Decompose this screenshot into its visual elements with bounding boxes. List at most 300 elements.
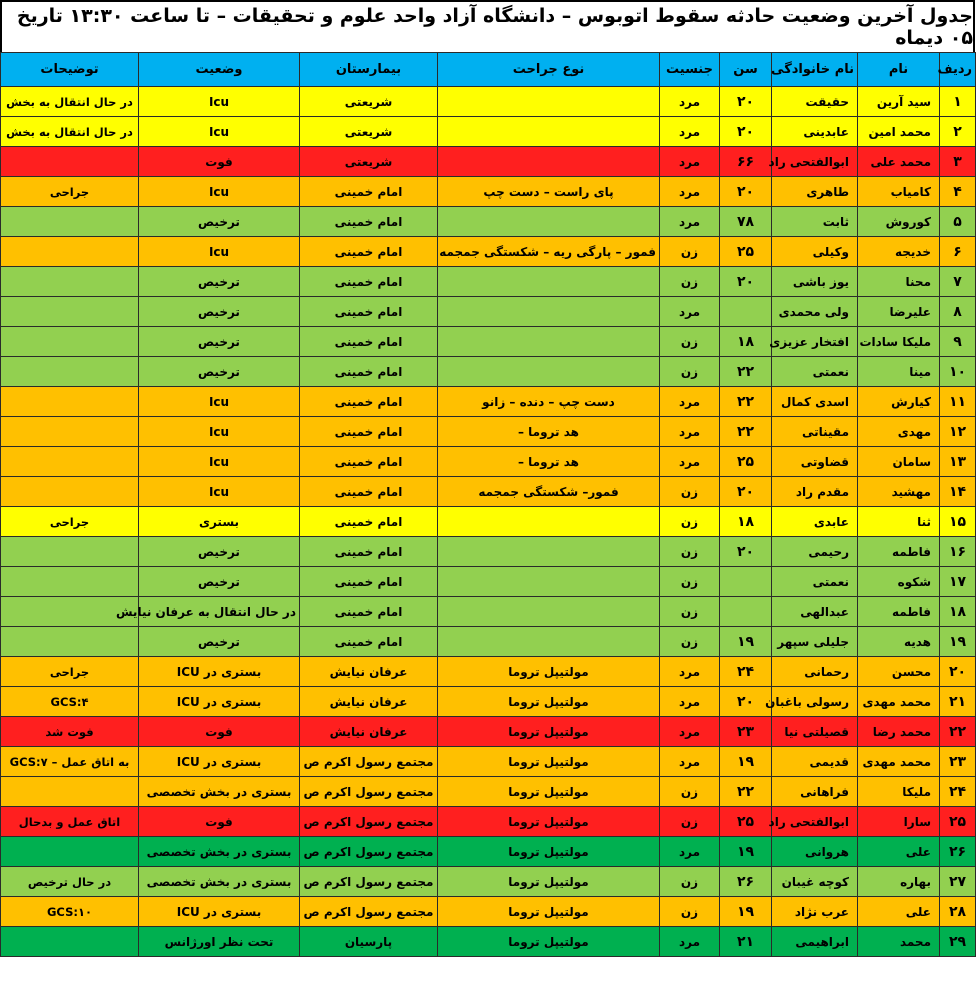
row-number-cell: ۱۷ (940, 567, 976, 597)
header-family: نام خانوادگی (772, 53, 858, 87)
status-cell: بستری در ICU (139, 687, 300, 717)
table-row (1, 117, 976, 147)
table-row (1, 567, 976, 597)
name-cell: هدیه (858, 627, 940, 657)
hospital-cell: عرفان نیایش (300, 687, 438, 717)
name-cell: محمد رضا (858, 717, 940, 747)
table-row (1, 717, 976, 747)
gender-cell: زن (660, 237, 720, 267)
status-cell: ترخیص (139, 537, 300, 567)
name-cell: خدیجه (858, 237, 940, 267)
family-name-cell: ابراهیمی (772, 927, 858, 957)
row-number-cell: ۲۲ (940, 717, 976, 747)
notes-cell: در حال انتقال به بخش (1, 87, 139, 117)
row-number-cell: ۱۳ (940, 447, 976, 477)
gender-cell: مرد (660, 177, 720, 207)
hospital-cell: امام خمینی (300, 417, 438, 447)
age-cell: ۱۸ (720, 507, 772, 537)
row-number-cell: ۲۴ (940, 777, 976, 807)
status-cell: بستری (139, 507, 300, 537)
gender-cell: مرد (660, 417, 720, 447)
row-number-cell: ۵ (940, 207, 976, 237)
name-cell: محمد علی (858, 147, 940, 177)
row-number-cell: ۲۸ (940, 897, 976, 927)
age-cell: ۲۵ (720, 807, 772, 837)
row-number-cell: ۲۷ (940, 867, 976, 897)
table-header-row (1, 53, 976, 87)
family-name-cell: عرب نژاد (772, 897, 858, 927)
notes-cell (1, 927, 139, 957)
family-name-cell: مقیناتی (772, 417, 858, 447)
family-name-cell: قصیلتی نیا (772, 717, 858, 747)
age-cell: ۲۶ (720, 867, 772, 897)
name-cell: محمد مهدی (858, 747, 940, 777)
header-age: سن (720, 53, 772, 87)
gender-cell: مرد (660, 117, 720, 147)
header-hospital: بیمارستان (300, 53, 438, 87)
row-number-cell: ۷ (940, 267, 976, 297)
gender-cell: مرد (660, 657, 720, 687)
status-cell: Icu (139, 477, 300, 507)
name-cell: محنا (858, 267, 940, 297)
gender-cell: زن (660, 537, 720, 567)
name-cell: مهدی (858, 417, 940, 447)
row-number-cell: ۱۶ (940, 537, 976, 567)
age-cell: ۲۲ (720, 777, 772, 807)
notes-cell (1, 357, 139, 387)
status-cell: ترخیص (139, 207, 300, 237)
name-cell: محمد امین (858, 117, 940, 147)
gender-cell: زن (660, 357, 720, 387)
name-cell: محمد مهدی (858, 687, 940, 717)
table-row (1, 417, 976, 447)
notes-cell (1, 627, 139, 657)
status-cell: در حال انتقال به عرفان نیایش (139, 597, 300, 627)
page-title: جدول آخرین وضعیت حادثه سقوط اتوبوس – دانشگاه آزاد واحد علوم و تحقیقات – تا ساعت ۱۳:۳۰ تاریخ ۰۵ دیماه (0, 0, 975, 52)
hospital-cell: امام خمینی (300, 567, 438, 597)
hospital-cell: امام خمینی (300, 297, 438, 327)
gender-cell: مرد (660, 207, 720, 237)
gender-cell: مرد (660, 297, 720, 327)
injury-type-cell: مولتیپل تروما (438, 837, 660, 867)
family-name-cell: قضاوتی (772, 447, 858, 477)
gender-cell: مرد (660, 837, 720, 867)
row-number-cell: ۲۱ (940, 687, 976, 717)
gender-cell: مرد (660, 447, 720, 477)
injury-type-cell (438, 327, 660, 357)
status-cell: فوت (139, 807, 300, 837)
notes-cell (1, 267, 139, 297)
status-cell: Icu (139, 117, 300, 147)
hospital-cell: پارسیان (300, 927, 438, 957)
family-name-cell: اسدی کمال (772, 387, 858, 417)
header-surgery: نوع جراحت (438, 53, 660, 87)
gender-cell: زن (660, 867, 720, 897)
notes-cell (1, 207, 139, 237)
row-number-cell: ۱ (940, 87, 976, 117)
table-row (1, 267, 976, 297)
hospital-cell: مجتمع رسول اکرم ص (300, 807, 438, 837)
status-cell: بستری در بخش تخصصی (139, 837, 300, 867)
notes-cell: به اتاق عمل – GCS:۷ (1, 747, 139, 777)
injury-type-cell: دست چپ – دنده – زانو (438, 387, 660, 417)
gender-cell: زن (660, 477, 720, 507)
age-cell: ۷۸ (720, 207, 772, 237)
row-number-cell: ۹ (940, 327, 976, 357)
row-number-cell: ۲۵ (940, 807, 976, 837)
gender-cell: زن (660, 597, 720, 627)
table-row (1, 357, 976, 387)
notes-cell (1, 837, 139, 867)
header-status: وضعیت (139, 53, 300, 87)
gender-cell: مرد (660, 147, 720, 177)
injury-type-cell: مولتیپل تروما (438, 687, 660, 717)
status-cell: Icu (139, 417, 300, 447)
name-cell: ثنا (858, 507, 940, 537)
row-number-cell: ۲۶ (940, 837, 976, 867)
gender-cell: زن (660, 807, 720, 837)
name-cell: بهاره (858, 867, 940, 897)
status-cell: بستری در ICU (139, 897, 300, 927)
injury-type-cell (438, 267, 660, 297)
notes-cell: فوت شد (1, 717, 139, 747)
gender-cell: زن (660, 327, 720, 357)
name-cell: علیرضا (858, 297, 940, 327)
age-cell (720, 567, 772, 597)
row-number-cell: ۱۵ (940, 507, 976, 537)
age-cell (720, 597, 772, 627)
hospital-cell: مجتمع رسول اکرم ص (300, 747, 438, 777)
name-cell: کیارش (858, 387, 940, 417)
injury-type-cell (438, 87, 660, 117)
age-cell: ۲۵ (720, 237, 772, 267)
age-cell: ۲۲ (720, 417, 772, 447)
notes-cell (1, 327, 139, 357)
family-name-cell: هروانی (772, 837, 858, 867)
table-row (1, 87, 976, 117)
hospital-cell: شریعتی (300, 87, 438, 117)
notes-cell (1, 417, 139, 447)
row-number-cell: ۱۱ (940, 387, 976, 417)
name-cell: محمد (858, 927, 940, 957)
family-name-cell: عابدی (772, 507, 858, 537)
injury-type-cell: فمور– شکستگی جمجمه (438, 477, 660, 507)
family-name-cell: حقیقت (772, 87, 858, 117)
family-name-cell: نعمتی (772, 357, 858, 387)
notes-cell (1, 387, 139, 417)
notes-cell: در حال انتقال به بخش (1, 117, 139, 147)
notes-cell (1, 777, 139, 807)
notes-cell (1, 237, 139, 267)
header-name: نام (858, 53, 940, 87)
table-row (1, 657, 976, 687)
family-name-cell: نعمتی (772, 567, 858, 597)
name-cell: فاطمه (858, 597, 940, 627)
injury-type-cell: مولتیپل تروما (438, 807, 660, 837)
status-cell: بستری در بخش تخصصی (139, 777, 300, 807)
table-row (1, 507, 976, 537)
hospital-cell: مجتمع رسول اکرم ص (300, 777, 438, 807)
table-row (1, 177, 976, 207)
hospital-cell: مجتمع رسول اکرم ص (300, 837, 438, 867)
injury-type-cell (438, 357, 660, 387)
row-number-cell: ۲۹ (940, 927, 976, 957)
notes-cell: اتاق عمل و بدحال (1, 807, 139, 837)
hospital-cell: عرفان نیایش (300, 657, 438, 687)
family-name-cell: ثابت (772, 207, 858, 237)
injury-type-cell: پای راست – دست چپ (438, 177, 660, 207)
row-number-cell: ۸ (940, 297, 976, 327)
family-name-cell: رسولی باغبان (772, 687, 858, 717)
age-cell: ۲۰ (720, 267, 772, 297)
hospital-cell: امام خمینی (300, 507, 438, 537)
age-cell: ۲۱ (720, 927, 772, 957)
name-cell: ملیکا سادات (858, 327, 940, 357)
age-cell: ۲۲ (720, 357, 772, 387)
name-cell: کوروش (858, 207, 940, 237)
hospital-cell: امام خمینی (300, 177, 438, 207)
age-cell: ۲۳ (720, 717, 772, 747)
age-cell: ۲۴ (720, 657, 772, 687)
injury-type-cell (438, 537, 660, 567)
family-name-cell: قدیمی (772, 747, 858, 777)
status-cell: Icu (139, 237, 300, 267)
table-row (1, 627, 976, 657)
table-row (1, 777, 976, 807)
table-row (1, 747, 976, 777)
table-row (1, 867, 976, 897)
age-cell: ۲۵ (720, 447, 772, 477)
hospital-cell: امام خمینی (300, 267, 438, 297)
age-cell: ۲۰ (720, 477, 772, 507)
injury-type-cell: هد تروما – (438, 417, 660, 447)
hospital-cell: امام خمینی (300, 537, 438, 567)
status-cell: Icu (139, 177, 300, 207)
name-cell: محسن (858, 657, 940, 687)
row-number-cell: ۱۴ (940, 477, 976, 507)
family-name-cell: عبدالهی (772, 597, 858, 627)
gender-cell: زن (660, 627, 720, 657)
family-name-cell: افتخار عزیزی (772, 327, 858, 357)
status-cell: فوت (139, 147, 300, 177)
row-number-cell: ۱۲ (940, 417, 976, 447)
patients-table (0, 52, 976, 957)
hospital-cell: امام خمینی (300, 207, 438, 237)
family-name-cell: وکیلی (772, 237, 858, 267)
notes-cell (1, 147, 139, 177)
status-cell: فوت (139, 717, 300, 747)
table-row (1, 207, 976, 237)
hospital-cell: مجتمع رسول اکرم ص (300, 897, 438, 927)
name-cell: مهشید (858, 477, 940, 507)
row-number-cell: ۲ (940, 117, 976, 147)
gender-cell: زن (660, 507, 720, 537)
family-name-cell: رحمانی (772, 657, 858, 687)
hospital-cell: مجتمع رسول اکرم ص (300, 867, 438, 897)
age-cell: ۲۰ (720, 117, 772, 147)
gender-cell: مرد (660, 387, 720, 417)
family-name-cell: ولی محمدی (772, 297, 858, 327)
row-number-cell: ۱۰ (940, 357, 976, 387)
status-cell: ترخیص (139, 357, 300, 387)
hospital-cell: امام خمینی (300, 237, 438, 267)
family-name-cell: یوز باشی (772, 267, 858, 297)
row-number-cell: ۲۳ (940, 747, 976, 777)
name-cell: سارا (858, 807, 940, 837)
age-cell: ۱۹ (720, 627, 772, 657)
gender-cell: زن (660, 897, 720, 927)
notes-cell: GCS:۴ (1, 687, 139, 717)
status-cell: بستری در بخش تخصصی (139, 867, 300, 897)
status-cell: بستری در ICU (139, 747, 300, 777)
family-name-cell: جلیلی سپهر (772, 627, 858, 657)
family-name-cell: کوچه غیبان (772, 867, 858, 897)
table-row (1, 477, 976, 507)
table-row (1, 537, 976, 567)
family-name-cell: عابدینی (772, 117, 858, 147)
status-cell: ترخیص (139, 627, 300, 657)
notes-cell: جراحی (1, 177, 139, 207)
row-number-cell: ۳ (940, 147, 976, 177)
age-cell (720, 297, 772, 327)
name-cell: کامیاب (858, 177, 940, 207)
status-cell: ترخیص (139, 327, 300, 357)
injury-type-cell: مولتیپل تروما (438, 897, 660, 927)
gender-cell: مرد (660, 87, 720, 117)
status-cell: Icu (139, 387, 300, 417)
status-cell: ترخیص (139, 267, 300, 297)
status-cell: بستری در ICU (139, 657, 300, 687)
age-cell: ۲۰ (720, 87, 772, 117)
age-cell: ۲۰ (720, 687, 772, 717)
row-number-cell: ۴ (940, 177, 976, 207)
injury-type-cell (438, 567, 660, 597)
age-cell: ۶۶ (720, 147, 772, 177)
notes-cell: در حال ترخیص (1, 867, 139, 897)
family-name-cell: فراهانی (772, 777, 858, 807)
table-row (1, 837, 976, 867)
family-name-cell: ابوالفتحی راد (772, 807, 858, 837)
table-row (1, 807, 976, 837)
injury-type-cell: مولتیپل تروما (438, 717, 660, 747)
hospital-cell: امام خمینی (300, 627, 438, 657)
gender-cell: مرد (660, 717, 720, 747)
injury-type-cell: مولتیپل تروما (438, 777, 660, 807)
hospital-cell: امام خمینی (300, 477, 438, 507)
injury-type-cell (438, 147, 660, 177)
name-cell: مینا (858, 357, 940, 387)
injury-type-cell: مولتیپل تروما (438, 747, 660, 777)
age-cell: ۱۹ (720, 747, 772, 777)
gender-cell: مرد (660, 747, 720, 777)
hospital-cell: عرفان نیایش (300, 717, 438, 747)
table-row (1, 897, 976, 927)
family-name-cell: طاهری (772, 177, 858, 207)
hospital-cell: امام خمینی (300, 357, 438, 387)
injury-type-cell (438, 627, 660, 657)
row-number-cell: ۲۰ (940, 657, 976, 687)
row-number-cell: ۶ (940, 237, 976, 267)
injury-type-cell: فمور – پارگی ریه – شکستگی جمجمه (438, 237, 660, 267)
table-row (1, 297, 976, 327)
hospital-cell: شریعتی (300, 117, 438, 147)
age-cell: ۱۸ (720, 327, 772, 357)
injury-type-cell (438, 597, 660, 627)
table-row (1, 927, 976, 957)
gender-cell: مرد (660, 927, 720, 957)
name-cell: سامان (858, 447, 940, 477)
row-number-cell: ۱۹ (940, 627, 976, 657)
table-body (1, 87, 976, 957)
notes-cell (1, 447, 139, 477)
notes-cell (1, 537, 139, 567)
table-row (1, 387, 976, 417)
notes-cell: GCS:۱۰ (1, 897, 139, 927)
hospital-cell: امام خمینی (300, 387, 438, 417)
injury-type-cell (438, 297, 660, 327)
injury-type-cell (438, 207, 660, 237)
name-cell: فاطمه (858, 537, 940, 567)
status-cell: ترخیص (139, 297, 300, 327)
status-cell: Icu (139, 447, 300, 477)
injury-type-cell: مولتیپل تروما (438, 927, 660, 957)
name-cell: شکوه (858, 567, 940, 597)
hospital-cell: امام خمینی (300, 597, 438, 627)
status-cell: Icu (139, 87, 300, 117)
notes-cell (1, 297, 139, 327)
table-row (1, 687, 976, 717)
age-cell: ۱۹ (720, 837, 772, 867)
table-row (1, 597, 976, 627)
header-gender: جنسیت (660, 53, 720, 87)
table-row (1, 237, 976, 267)
injury-type-cell (438, 117, 660, 147)
injury-type-cell: هد تروما – (438, 447, 660, 477)
gender-cell: زن (660, 267, 720, 297)
injury-type-cell (438, 507, 660, 537)
row-number-cell: ۱۸ (940, 597, 976, 627)
family-name-cell: مقدم راد (772, 477, 858, 507)
age-cell: ۲۲ (720, 387, 772, 417)
name-cell: ملیکا (858, 777, 940, 807)
notes-cell: جراحی (1, 507, 139, 537)
table-row (1, 447, 976, 477)
notes-cell: جراحی (1, 657, 139, 687)
age-cell: ۲۰ (720, 537, 772, 567)
hospital-cell: شریعتی (300, 147, 438, 177)
name-cell: علی (858, 837, 940, 867)
family-name-cell: رحیمی (772, 537, 858, 567)
header-num: ردیف (940, 53, 976, 87)
header-desc: توضیحات (1, 53, 139, 87)
gender-cell: زن (660, 777, 720, 807)
status-cell: ترخیص (139, 567, 300, 597)
table-row (1, 327, 976, 357)
status-cell: تحت نظر اورژانس (139, 927, 300, 957)
hospital-cell: امام خمینی (300, 447, 438, 477)
injury-type-cell: مولتیپل تروما (438, 657, 660, 687)
notes-cell (1, 477, 139, 507)
age-cell: ۱۹ (720, 897, 772, 927)
notes-cell (1, 567, 139, 597)
gender-cell: زن (660, 567, 720, 597)
table-row (1, 147, 976, 177)
name-cell: علی (858, 897, 940, 927)
name-cell: سید آرین (858, 87, 940, 117)
gender-cell: مرد (660, 687, 720, 717)
age-cell: ۲۰ (720, 177, 772, 207)
injury-type-cell: مولتیپل تروما (438, 867, 660, 897)
